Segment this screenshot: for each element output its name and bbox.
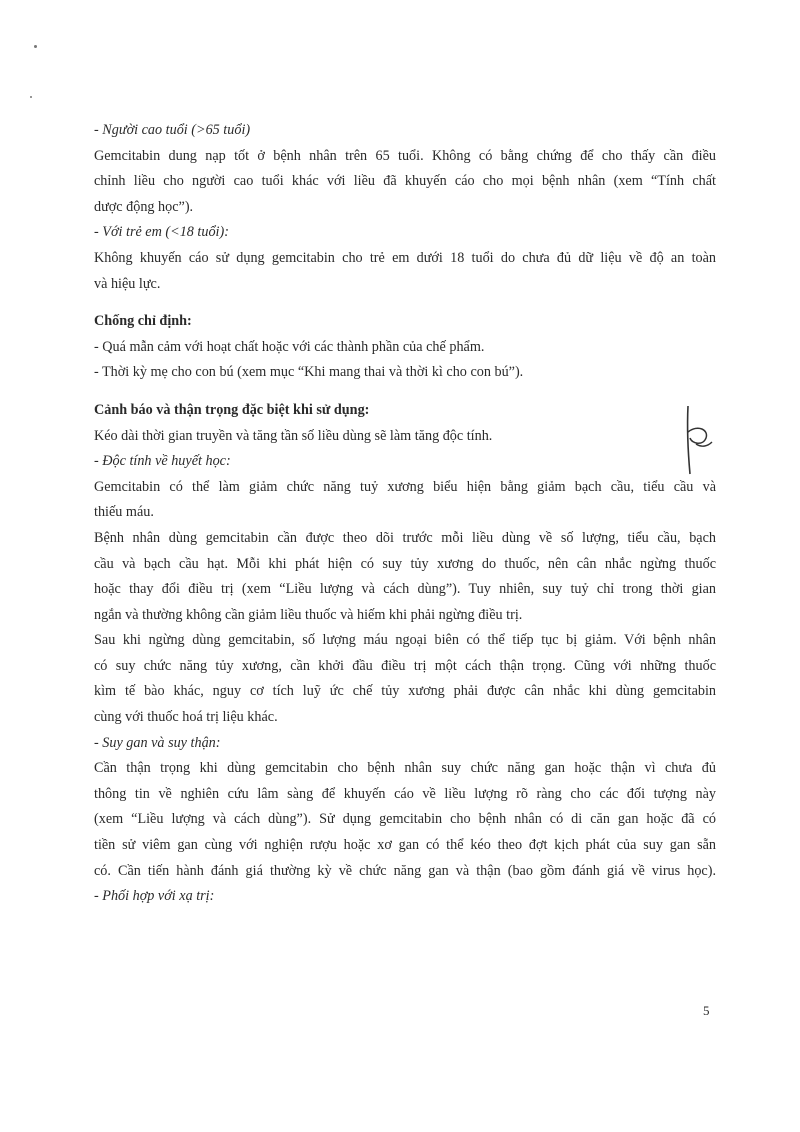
text-line: Gemcitabin dung nạp tốt ở bệnh nhân trên 65 tuổi. Không có bằng chứng để cho thấy cần điều [94,147,716,164]
subsection-heading: - Suy gan và suy thận: [94,734,221,751]
text-line: ngắn và thường không cần giảm liều thuốc và hiếm khi phải ngừng điều trị. [94,606,523,623]
text-line: kìm tế bào khác, nguy cơ tích luỹ ức chế tủy xương phải được cân nhắc khi dùng gemcitabin [94,683,716,700]
text-line: thông tin về nghiên cứu lâm sàng để khuyến cáo về liều lượng rõ ràng cho các đối tượng này [94,785,716,802]
text-line: Sau khi ngừng dùng gemcitabin, số lượng máu ngoại biên có thể tiếp tục bị giảm. Với bệnh nhân [94,632,716,649]
text-line: thiếu máu. [94,504,154,521]
scan-speck [30,96,32,98]
page-number: 5 [703,1003,710,1018]
subsection-heading: - Độc tính về huyết học: [94,453,231,470]
text-line: Kéo dài thời gian truyền và tăng tần số liều dùng sẽ làm tăng độc tính. [94,427,493,444]
text-line: dược động học”). [94,198,194,215]
text-line: có. Cần tiến hành đánh giá thường kỳ về chức năng gan và thận (bao gồm đánh giá về virus học). [94,862,716,879]
document-body [94,118,716,910]
text-line: cùng với thuốc hoá trị liệu khác. [94,709,278,726]
text-line: - Thời kỳ mẹ cho con bú (xem mục “Khi mang thai và thời kì cho con bú”). [94,364,524,381]
text-line: và hiệu lực. [94,275,161,292]
text-line: hoặc thay đổi điều trị (xem “Liều lượng và cách dùng”). Tuy nhiên, suy tuỷ chỉ trong thời gian [94,581,716,598]
subsection-heading: - Phối hợp với xạ trị: [94,888,215,905]
text-line: có suy chức năng tủy xương, cần khởi đầu điều trị một cách thận trọng. Cũng với những thuốc [94,657,716,674]
text-line: Cần thận trọng khi dùng gemcitabin cho bệnh nhân suy chức năng gan hoặc thận vì chưa đủ [94,760,716,777]
text-line: chỉnh liều cho người cao tuổi khác với liều đã khuyến cáo cho mọi bệnh nhân (xem “Tính chất [94,173,716,190]
subsection-heading: - Với trẻ em (<18 tuổi): [94,224,229,241]
subsection-heading: - Người cao tuổi (>65 tuổi) [94,122,251,138]
text-line: Bệnh nhân dùng gemcitabin cần được theo dõi trước mỗi liều dùng về số lượng, tiểu cầu, bạch [94,529,716,546]
section-heading: Chống chỉ định: [94,313,192,330]
text-line: cầu và bạch cầu hạt. Mỗi khi phát hiện có suy tủy xương do thuốc, nên cân nhắc ngừng thuốc [94,555,716,572]
text-line: Gemcitabin có thể làm giảm chức năng tuỷ xương biểu hiện bằng giảm bạch cầu, tiểu cầu và [94,478,716,495]
text-line: tiền sử viêm gan cùng với nghiện rượu hoặc xơ gan có thể kéo theo đợt kịch phát của suy gan sẵn [94,837,716,854]
scan-speck [34,45,37,48]
text-line: (xem “Liều lượng và cách dùng”). Sử dụng gemcitabin cho bệnh nhân có di căn gan hoặc đã có [94,811,716,828]
text-line: Không khuyến cáo sử dụng gemcitabin cho trẻ em dưới 18 tuổi do chưa đủ dữ liệu về độ an toàn [94,249,716,266]
paragraph-gap [94,297,716,309]
paragraph-gap [94,386,716,398]
text-line: - Quá mẫn cảm với hoạt chất hoặc với các thành phần của chế phẩm. [94,338,485,355]
section-heading: Cảnh báo và thận trọng đặc biệt khi sử dụng: [94,401,370,418]
